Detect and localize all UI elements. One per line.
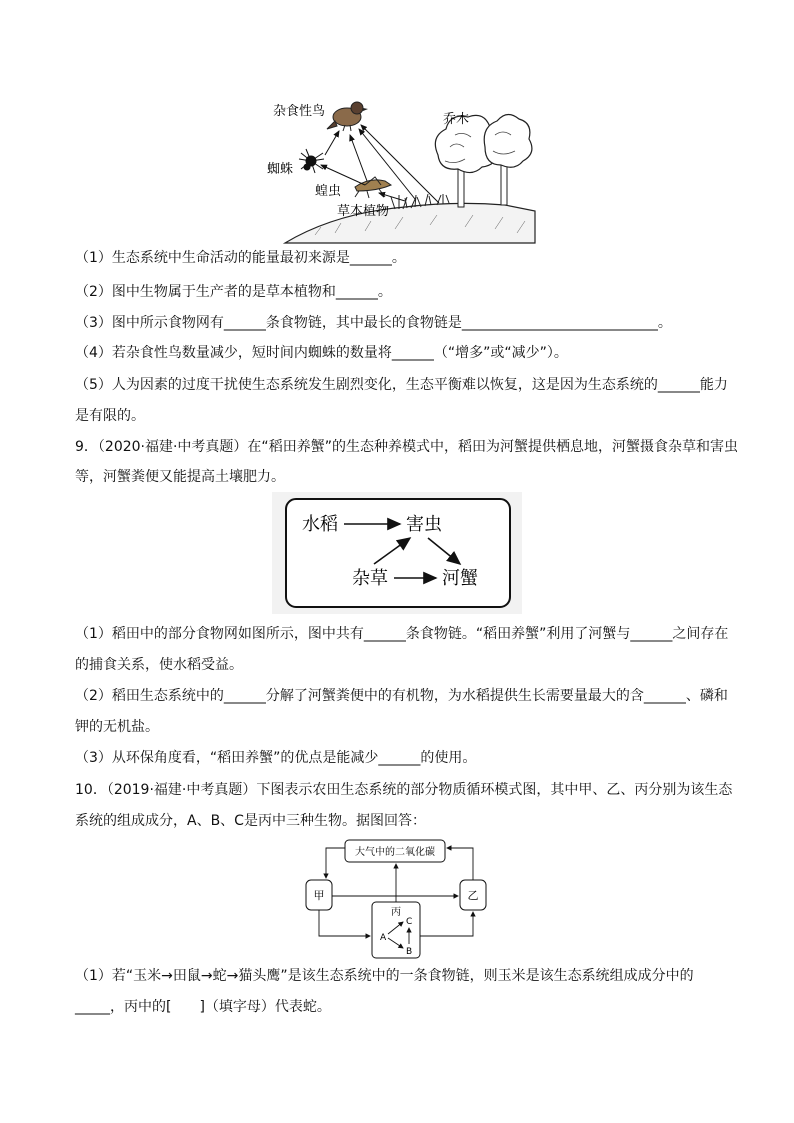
label-c: C bbox=[406, 917, 413, 927]
label-b: B bbox=[406, 947, 413, 957]
label-co2: 大气中的二氧化碳 bbox=[355, 847, 435, 858]
label-grass: 草本植物 bbox=[337, 204, 390, 219]
q8-part5-line1: （5）人为因素的过度干扰使生态系统发生剧烈变化，生态平衡难以恢复，这是因为生态系统的______能力 bbox=[75, 377, 728, 393]
q8-part3: （3）图中所示食物网有______条食物链，其中最长的食物链是____________________________。 bbox=[75, 315, 672, 331]
spider-icon bbox=[299, 149, 324, 173]
label-yi: 乙 bbox=[467, 889, 479, 902]
q8-part1: （1）生态系统中生命活动的能量最初来源是______。 bbox=[75, 250, 406, 266]
node-rice: 水稻 bbox=[302, 514, 338, 535]
q8-part4: （4）若杂食性鸟数量减少，短时间内蜘蛛的数量将______（“增多”或“减少”）。 bbox=[75, 345, 568, 361]
q10-stem-line2: 系统的组成成分，A、B、C是丙中三种生物。据图回答： bbox=[75, 813, 426, 829]
label-a: A bbox=[380, 933, 387, 943]
rice-crab-food-web-diagram bbox=[272, 492, 522, 614]
label-locust: 蝗虫 bbox=[315, 184, 342, 199]
tree-icon bbox=[435, 114, 532, 207]
node-weed: 杂草 bbox=[352, 568, 388, 589]
label-spider: 蜘蛛 bbox=[267, 162, 294, 177]
q9-part3: （3）从环保角度看，“稻田养蟹”的优点是能减少______的使用。 bbox=[75, 750, 477, 766]
label-jia: 甲 bbox=[313, 889, 325, 902]
food-web-illustration bbox=[255, 95, 545, 245]
q9-part1-line1: （1）稻田中的部分食物网如图所示，图中共有______条食物链。“稻田养蟹”利用了河蟹与______之间存在 bbox=[75, 626, 729, 642]
q9-part1-line2: 的捕食关系，使水稻受益。 bbox=[75, 657, 243, 673]
q10-stem-line1: 10．（2019·福建·中考真题）下图表示农田生态系统的部分物质循环模式图，其中甲、乙、丙分别为该生态 bbox=[75, 782, 733, 798]
ground-hill bbox=[285, 203, 535, 243]
matter-cycle-diagram bbox=[300, 836, 492, 961]
q9-stem-line2: 等，河蟹粪便又能提高土壤肥力。 bbox=[75, 469, 285, 485]
q8-part2: （2）图中生物属于生产者的是草本植物和______。 bbox=[75, 284, 392, 300]
label-bird: 杂食性鸟 bbox=[273, 104, 326, 119]
q8-part5-line2: 是有限的。 bbox=[75, 408, 145, 424]
bird-icon bbox=[327, 102, 368, 131]
q10-part1-line1: （1）若“玉米→田鼠→蛇→猫头鹰”是该生态系统中的一条食物链，则玉米是该生态系统组成成分中的 bbox=[75, 968, 694, 984]
label-bing: 丙 bbox=[391, 907, 401, 918]
node-crab: 河蟹 bbox=[442, 568, 478, 589]
q9-part2-line2: 钾的无机盐。 bbox=[75, 719, 159, 735]
q9-stem-line1: 9．（2020·福建·中考真题）在“稻田养蟹”的生态种养模式中，稻田为河蟹提供栖息地，河蟹摄食杂草和害虫 bbox=[75, 439, 738, 455]
q10-part1-line2: _____，丙中的[ ]（填字母）代表蛇。 bbox=[75, 999, 331, 1015]
node-pest: 害虫 bbox=[406, 514, 442, 535]
label-tree: 乔木 bbox=[443, 112, 470, 127]
q9-part2-line1: （2）稻田生态系统中的______分解了河蟹粪便中的有机物，为水稻提供生长需要量最大的含______、磷和 bbox=[75, 688, 728, 704]
